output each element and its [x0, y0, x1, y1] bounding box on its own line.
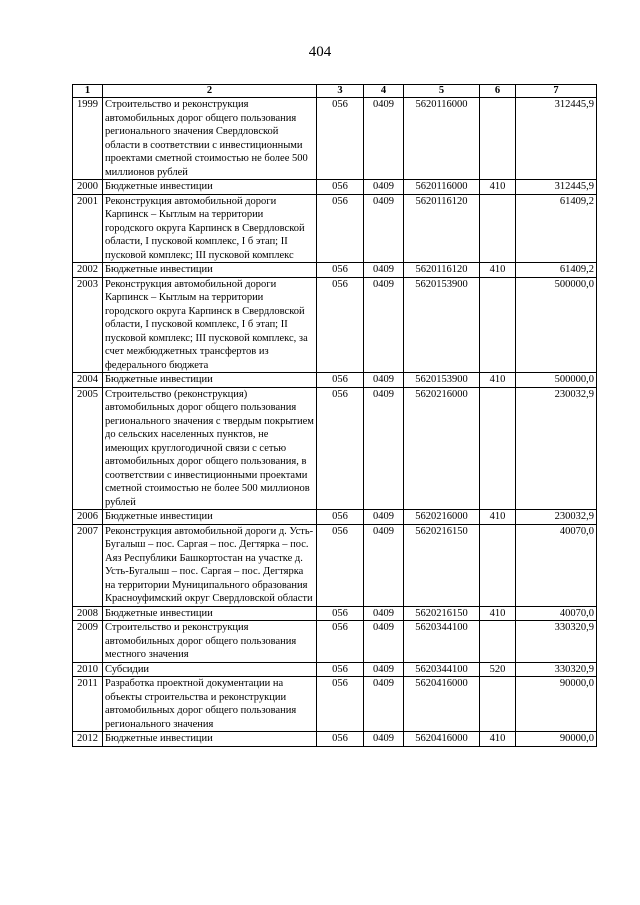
item-name-cell: Реконструкция автомобильной дороги Карпинск – Кытлым на территории городского округа Карпинск в Свердловской области, I пусковой комплекс, I б этап; II пусковой комплекс; III пусковой комплекс, за счет межбюджетных трансфертов из федерального бюджета	[103, 277, 317, 373]
item-name-cell: Строительство и реконструкция автомобильных дорог общего пользования регионального значения Свердловской области в соответствии с инвестиционными проектами сметной стоимостью не более 500 миллионов рублей	[103, 98, 317, 180]
item-name-cell: Реконструкция автомобильной дороги Карпинск – Кытлым на территории городского округа Карпинск в Свердловской области, I пусковой комплекс, I б этап; II пусковой комплекс; III пусковой комплекс	[103, 194, 317, 263]
row-number-cell: 2006	[73, 510, 103, 525]
column-header-5: 5	[404, 85, 480, 98]
row-number-cell: 2004	[73, 373, 103, 388]
ministry-code-cell: 056	[317, 98, 364, 180]
expense-type-cell: 410	[480, 373, 516, 388]
section-code-cell: 0409	[364, 524, 404, 606]
table-row	[73, 194, 597, 263]
ministry-code-cell: 056	[317, 194, 364, 263]
item-name-cell: Бюджетные инвестиции	[103, 732, 317, 747]
table-row	[73, 621, 597, 663]
ministry-code-cell: 056	[317, 677, 364, 732]
section-code-cell: 0409	[364, 277, 404, 373]
item-name-cell: Бюджетные инвестиции	[103, 180, 317, 195]
target-code-cell: 5620216000	[404, 510, 480, 525]
target-code-cell: 5620344100	[404, 662, 480, 677]
section-code-cell: 0409	[364, 510, 404, 525]
expense-type-cell: 410	[480, 510, 516, 525]
target-code-cell: 5620216000	[404, 387, 480, 510]
ministry-code-cell: 056	[317, 621, 364, 663]
expense-type-cell	[480, 194, 516, 263]
expense-type-cell	[480, 387, 516, 510]
row-number-cell: 2010	[73, 662, 103, 677]
item-name-cell: Строительство (реконструкция) автомобильных дорог общего пользования регионального значения с твердым покрытием до сельских населенных пунктов, не имеющих круглогодичной связи с сетью автомобильных дорог общего пользования, в соответствии с инвестиционными проектами сметной стоимостью не более 500 миллионов рублей	[103, 387, 317, 510]
ministry-code-cell: 056	[317, 524, 364, 606]
ministry-code-cell: 056	[317, 510, 364, 525]
row-number-cell: 2012	[73, 732, 103, 747]
table-row	[73, 732, 597, 747]
target-code-cell: 5620116000	[404, 98, 480, 180]
target-code-cell: 5620216150	[404, 606, 480, 621]
target-code-cell: 5620216150	[404, 524, 480, 606]
target-code-cell: 5620153900	[404, 277, 480, 373]
table-row	[73, 98, 597, 180]
row-number-cell: 2007	[73, 524, 103, 606]
column-header-4: 4	[364, 85, 404, 98]
amount-cell: 230032,9	[516, 510, 597, 525]
amount-cell: 312445,9	[516, 98, 597, 180]
expense-type-cell: 410	[480, 732, 516, 747]
expense-type-cell	[480, 621, 516, 663]
section-code-cell: 0409	[364, 387, 404, 510]
item-name-cell: Бюджетные инвестиции	[103, 606, 317, 621]
row-number-cell: 2003	[73, 277, 103, 373]
ministry-code-cell: 056	[317, 387, 364, 510]
table-header-row	[73, 85, 597, 98]
expense-type-cell	[480, 677, 516, 732]
page-number: 404	[308, 44, 332, 60]
section-code-cell: 0409	[364, 606, 404, 621]
section-code-cell: 0409	[364, 373, 404, 388]
column-header-7: 7	[516, 85, 597, 98]
target-code-cell: 5620116000	[404, 180, 480, 195]
table-row	[73, 387, 597, 510]
item-name-cell: Бюджетные инвестиции	[103, 373, 317, 388]
item-name-cell: Субсидии	[103, 662, 317, 677]
table-row	[73, 662, 597, 677]
expense-type-cell	[480, 524, 516, 606]
target-code-cell: 5620116120	[404, 263, 480, 278]
row-number-cell: 2002	[73, 263, 103, 278]
amount-cell: 230032,9	[516, 387, 597, 510]
ministry-code-cell: 056	[317, 277, 364, 373]
column-header-6: 6	[480, 85, 516, 98]
amount-cell: 330320,9	[516, 621, 597, 663]
expense-type-cell	[480, 98, 516, 180]
expense-type-cell	[480, 277, 516, 373]
amount-cell: 90000,0	[516, 677, 597, 732]
row-number-cell: 2000	[73, 180, 103, 195]
ministry-code-cell: 056	[317, 606, 364, 621]
amount-cell: 90000,0	[516, 732, 597, 747]
target-code-cell: 5620416000	[404, 677, 480, 732]
table-row	[73, 180, 597, 195]
amount-cell: 500000,0	[516, 373, 597, 388]
row-number-cell: 2008	[73, 606, 103, 621]
table-row	[73, 263, 597, 278]
row-number-cell: 2001	[73, 194, 103, 263]
section-code-cell: 0409	[364, 263, 404, 278]
budget-table	[72, 84, 597, 747]
target-code-cell: 5620153900	[404, 373, 480, 388]
section-code-cell: 0409	[364, 194, 404, 263]
expense-type-cell: 410	[480, 263, 516, 278]
item-name-cell: Бюджетные инвестиции	[103, 510, 317, 525]
ministry-code-cell: 056	[317, 263, 364, 278]
table-row	[73, 677, 597, 732]
expense-type-cell: 410	[480, 180, 516, 195]
expense-type-cell: 410	[480, 606, 516, 621]
row-number-cell: 2009	[73, 621, 103, 663]
amount-cell: 61409,2	[516, 263, 597, 278]
table-row	[73, 277, 597, 373]
ministry-code-cell: 056	[317, 732, 364, 747]
section-code-cell: 0409	[364, 677, 404, 732]
section-code-cell: 0409	[364, 621, 404, 663]
item-name-cell: Разработка проектной документации на объекты строительства и реконструкции автомобильных дорог общего пользования регионального значения	[103, 677, 317, 732]
target-code-cell: 5620416000	[404, 732, 480, 747]
section-code-cell: 0409	[364, 98, 404, 180]
table-row	[73, 524, 597, 606]
item-name-cell: Бюджетные инвестиции	[103, 263, 317, 278]
section-code-cell: 0409	[364, 180, 404, 195]
amount-cell: 40070,0	[516, 606, 597, 621]
target-code-cell: 5620116120	[404, 194, 480, 263]
ministry-code-cell: 056	[317, 180, 364, 195]
amount-cell: 40070,0	[516, 524, 597, 606]
section-code-cell: 0409	[364, 732, 404, 747]
item-name-cell: Строительство и реконструкция автомобильных дорог общего пользования местного значения	[103, 621, 317, 663]
column-header-3: 3	[317, 85, 364, 98]
ministry-code-cell: 056	[317, 373, 364, 388]
amount-cell: 61409,2	[516, 194, 597, 263]
amount-cell: 500000,0	[516, 277, 597, 373]
row-number-cell: 2011	[73, 677, 103, 732]
column-header-2: 2	[103, 85, 317, 98]
table-row	[73, 606, 597, 621]
amount-cell: 330320,9	[516, 662, 597, 677]
table-row	[73, 373, 597, 388]
item-name-cell: Реконструкция автомобильной дороги д. Усть-Бугалыш – пос. Саргая – пос. Дегтярка – пос. Аяз Республики Башкортостан на участке д. Усть-Бугалыш – пос. Саргая – пос. Дегтярка на территории Муниципального образования Красноуфимский округ Свердловской области	[103, 524, 317, 606]
column-header-1: 1	[73, 85, 103, 98]
section-code-cell: 0409	[364, 662, 404, 677]
expense-type-cell: 520	[480, 662, 516, 677]
target-code-cell: 5620344100	[404, 621, 480, 663]
row-number-cell: 1999	[73, 98, 103, 180]
ministry-code-cell: 056	[317, 662, 364, 677]
table-row	[73, 510, 597, 525]
amount-cell: 312445,9	[516, 180, 597, 195]
row-number-cell: 2005	[73, 387, 103, 510]
